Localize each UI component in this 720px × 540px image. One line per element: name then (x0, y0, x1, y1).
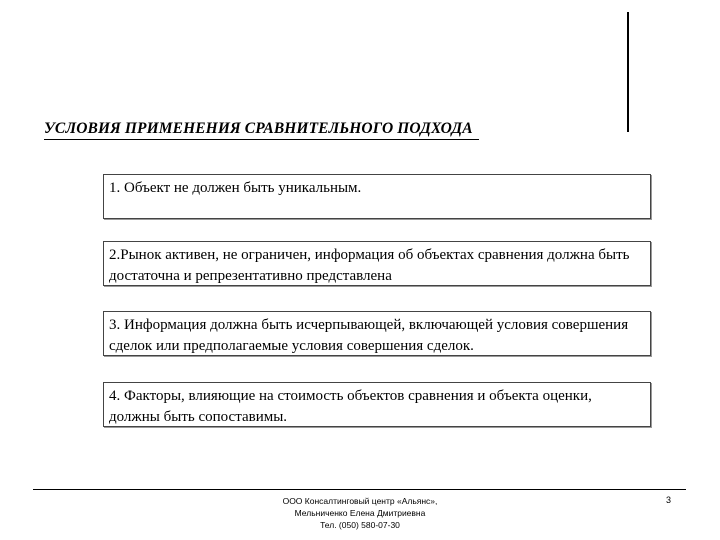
condition-box-3: 3. Информация должна быть исчерпывающей, включающей условия совершения сделок или предполагаемые условия совершения сделок. (103, 311, 651, 356)
page-number: 3 (666, 495, 672, 505)
condition-box-1: 1. Объект не должен быть уникальным. (103, 174, 651, 219)
condition-box-2: 2.Рынок активен, не ограничен, информация об объектах сравнения должна быть достаточна и репрезентативно представлена (103, 241, 651, 286)
footer-phone: Тел. (050) 580-07-30 (320, 520, 400, 530)
slide-title: УСЛОВИЯ ПРИМЕНЕНИЯ СРАВНИТЕЛЬНОГО ПОДХОДА (44, 120, 479, 140)
footer-company: ООО Консалтинговый центр «Альянс», (282, 496, 438, 506)
footer-person: Мельниченко Елена Дмитриевна (294, 508, 426, 518)
vertical-divider (627, 12, 629, 132)
footer (240, 495, 480, 531)
condition-box-4: 4. Факторы, влияющие на стоимость объектов сравнения и объекта оценки, должны быть сопоставимы. (103, 382, 651, 427)
footer-divider (33, 489, 686, 490)
